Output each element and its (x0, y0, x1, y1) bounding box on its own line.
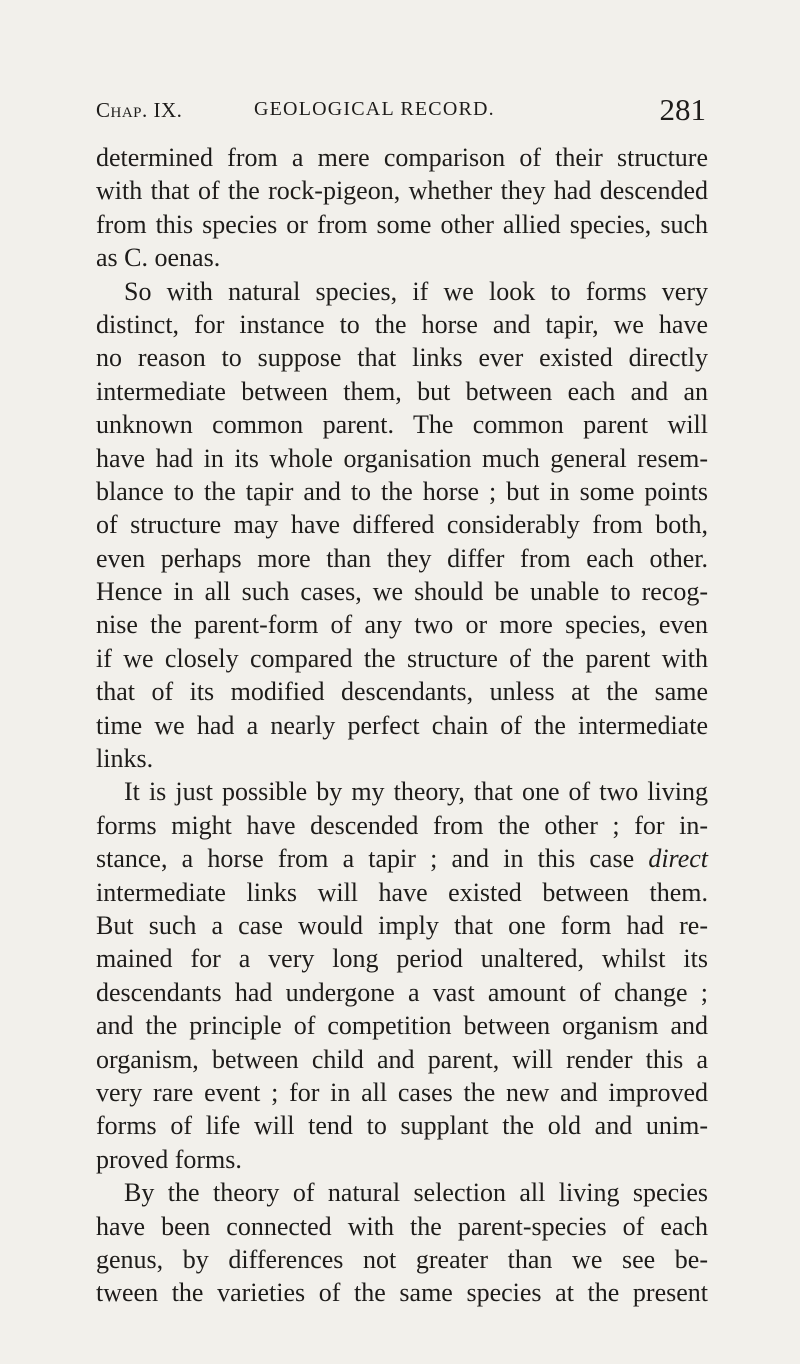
text-line: proved forms. (96, 1144, 242, 1174)
text-line: have had in its whole organisation much general resem- (96, 443, 708, 473)
text-line: time we had a nearly perfect chain of the intermediate (96, 710, 708, 740)
text-line: with that of the rock-pigeon, whether they had descended (96, 176, 708, 206)
text-line: links. (96, 744, 154, 774)
text-line: forms might have descended from the other ; for in- (96, 810, 708, 840)
text-line: no reason to suppose that links ever existed directly (96, 343, 708, 373)
text-line: very rare event ; for in all cases the new and improved (96, 1077, 708, 1107)
text-line: if we closely compared the structure of the parent with (96, 643, 708, 673)
text-line: mained for a very long period unaltered, whilst its (96, 944, 708, 974)
text-line: descendants had undergone a vast amount of change ; (96, 977, 708, 1007)
text-line: organism, between child and parent, will render this a (96, 1044, 708, 1074)
text-line: intermediate links will have existed between them. (96, 877, 708, 907)
text-line: blance to the tapir and to the horse ; but in some points (96, 476, 708, 506)
text-line: Hence in all such cases, we should be unable to recog- (96, 577, 708, 607)
text-line: tween the varieties of the same species at the present (96, 1278, 708, 1308)
text-line: have been connected with the parent-species of each (96, 1211, 708, 1241)
chapter-label: Chap. IX. (96, 98, 183, 122)
running-title: GEOLOGICAL RECORD. (254, 98, 495, 120)
page-number: 281 (659, 92, 706, 127)
text-line: determined from a mere comparison of their structure (96, 143, 708, 172)
text-line: even perhaps more than they differ from each other. (96, 543, 708, 573)
text-line: By the theory of natural selection all living species (124, 1178, 708, 1208)
text-line: So with natural species, if we look to forms very (124, 276, 708, 306)
text-line: that of its modified descendants, unless at the same (96, 677, 708, 707)
emphasis: direct (648, 844, 708, 874)
text-line: It is just possible by my theory, that one of two living (124, 777, 708, 807)
text-line: forms of life will tend to supplant the old and unim- (96, 1111, 708, 1141)
running-header (96, 92, 706, 132)
text-line: genus, by differences not greater than we see be- (96, 1244, 708, 1274)
text-line: stance, a horse from a tapir ; and in this case direct (96, 844, 708, 874)
text-line: nise the parent-form of any two or more species, even (96, 610, 708, 640)
text-line: as C. oenas. (96, 243, 221, 273)
text-line: But such a case would imply that one form had re- (96, 910, 708, 940)
text-line: from this species or from some other allied species, such (96, 209, 708, 239)
text-line: unknown common parent. The common parent will (96, 410, 708, 440)
text-line: distinct, for instance to the horse and tapir, we have (96, 309, 708, 339)
text-line: intermediate between them, but between each and an (96, 376, 708, 406)
text-line: of structure may have differed considerably from both, (96, 510, 708, 540)
body-text (96, 141, 708, 1310)
text-line: and the principle of competition between organism and (96, 1011, 708, 1041)
